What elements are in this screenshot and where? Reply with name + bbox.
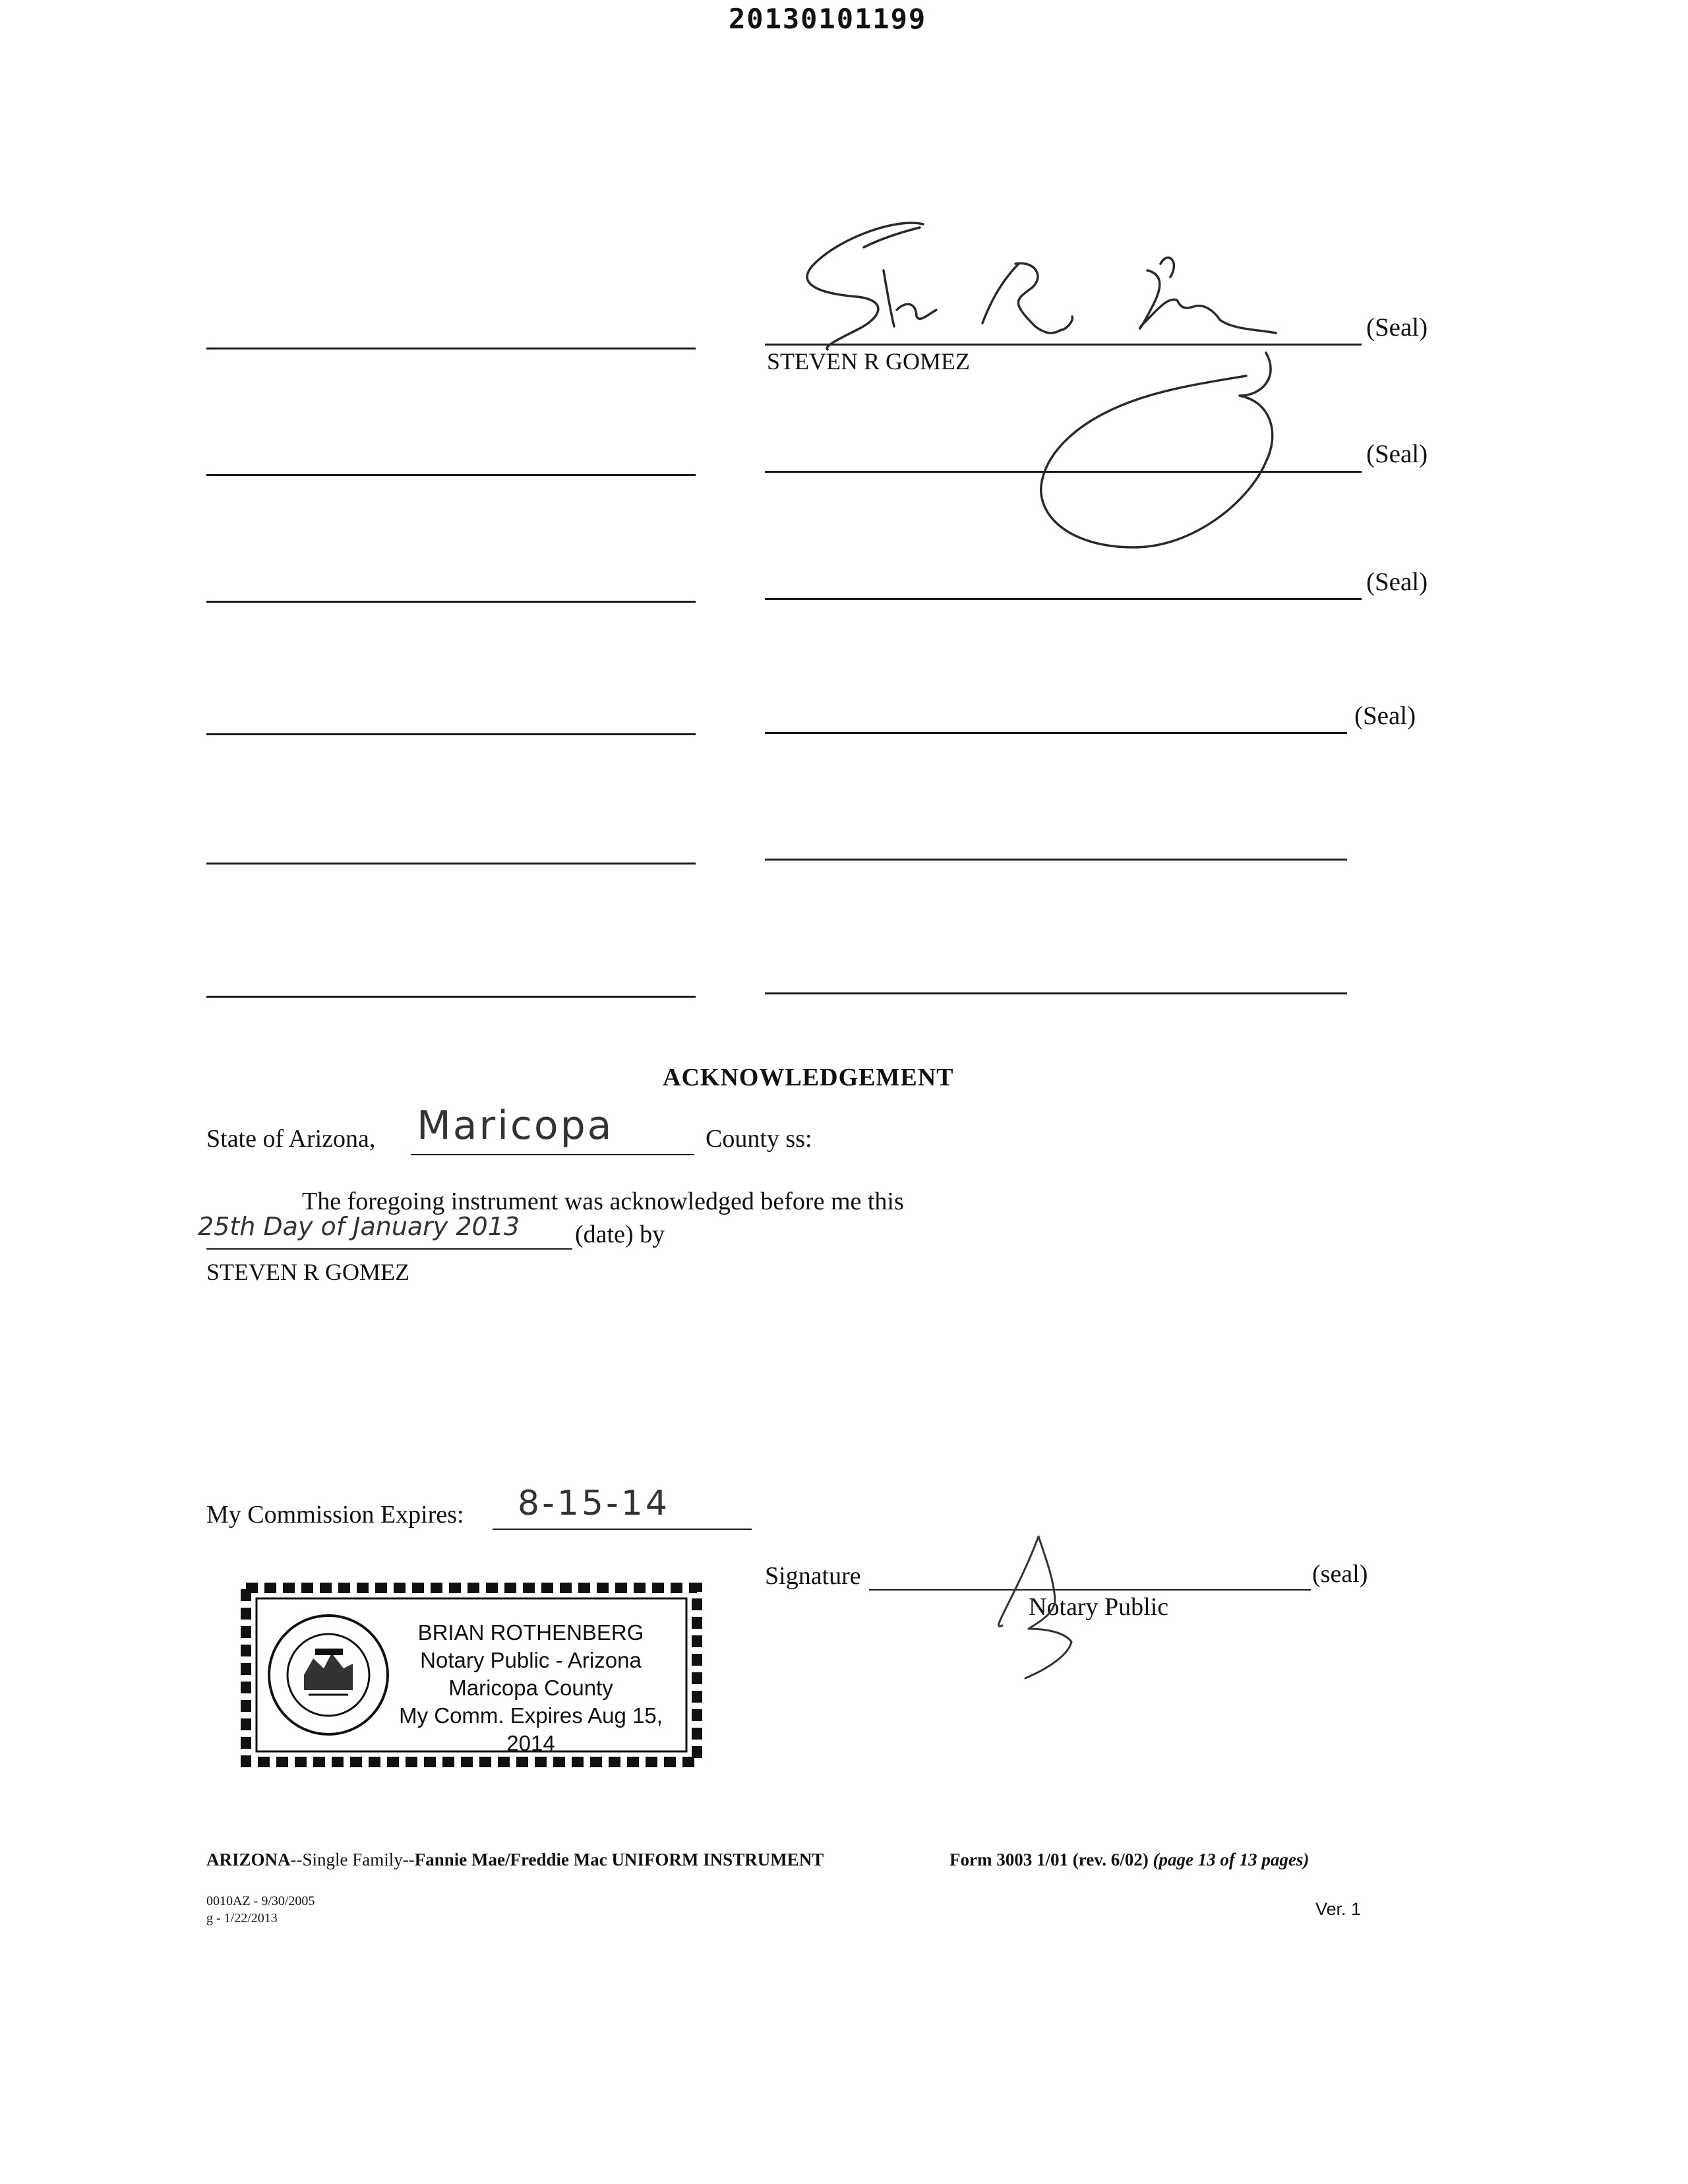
acknowledged-signer-name: STEVEN R GOMEZ xyxy=(206,1259,409,1285)
footer-version: Ver. 1 xyxy=(1315,1899,1362,1919)
commission-handwritten: 8-15-14 xyxy=(518,1484,670,1523)
footer-code-2: g - 1/22/2013 xyxy=(206,1911,278,1926)
county-handwritten: Maricopa xyxy=(417,1103,614,1149)
notary-seal-label: (seal) xyxy=(1312,1560,1368,1588)
notary-stamp xyxy=(241,1583,702,1767)
footer-instrument: Fannie Mae/Freddie Mac UNIFORM INSTRUMENT xyxy=(414,1850,824,1869)
acknowledgement-heading: ACKNOWLEDGEMENT xyxy=(663,1064,954,1091)
footer-state: ARIZONA xyxy=(206,1850,291,1869)
seal-label-4: (Seal) xyxy=(1354,702,1416,730)
county-suffix: County ss: xyxy=(706,1125,812,1153)
notary-signature-label: Signature xyxy=(765,1562,861,1590)
date-suffix: (date) by xyxy=(575,1221,665,1248)
state-prefix: State of Arizona, xyxy=(206,1125,376,1153)
seal-label-1: (Seal) xyxy=(1366,313,1428,342)
footer-instrument-line xyxy=(206,1850,824,1870)
stamp-title: Notary Public - Arizona xyxy=(420,1648,642,1672)
stamp-county: Maricopa County xyxy=(448,1676,613,1700)
seal-label-3: (Seal) xyxy=(1366,568,1428,596)
document-number: 20130101199 xyxy=(729,3,927,35)
stamp-name: BRIAN ROTHENBERG xyxy=(417,1620,644,1645)
seal-label-2: (Seal) xyxy=(1366,440,1428,468)
footer-page: (page 13 of 13 pages) xyxy=(1153,1850,1310,1869)
date-handwritten: 25th Day of January 2013 xyxy=(198,1212,520,1241)
foregoing-text: The foregoing instrument was acknowledged before me this xyxy=(302,1188,904,1215)
footer-form: Form 3003 1/01 (rev. 6/02) xyxy=(950,1850,1149,1869)
commission-label: My Commission Expires: xyxy=(206,1501,464,1529)
footer-family: --Single Family-- xyxy=(290,1850,415,1869)
footer-form-line xyxy=(950,1850,1309,1870)
signer-name: STEVEN R GOMEZ xyxy=(767,348,970,375)
footer-code-1: 0010AZ - 9/30/2005 xyxy=(206,1894,315,1908)
notary-title: Notary Public xyxy=(1029,1593,1169,1621)
stamp-expires: My Comm. Expires Aug 15, 2014 xyxy=(399,1703,663,1755)
